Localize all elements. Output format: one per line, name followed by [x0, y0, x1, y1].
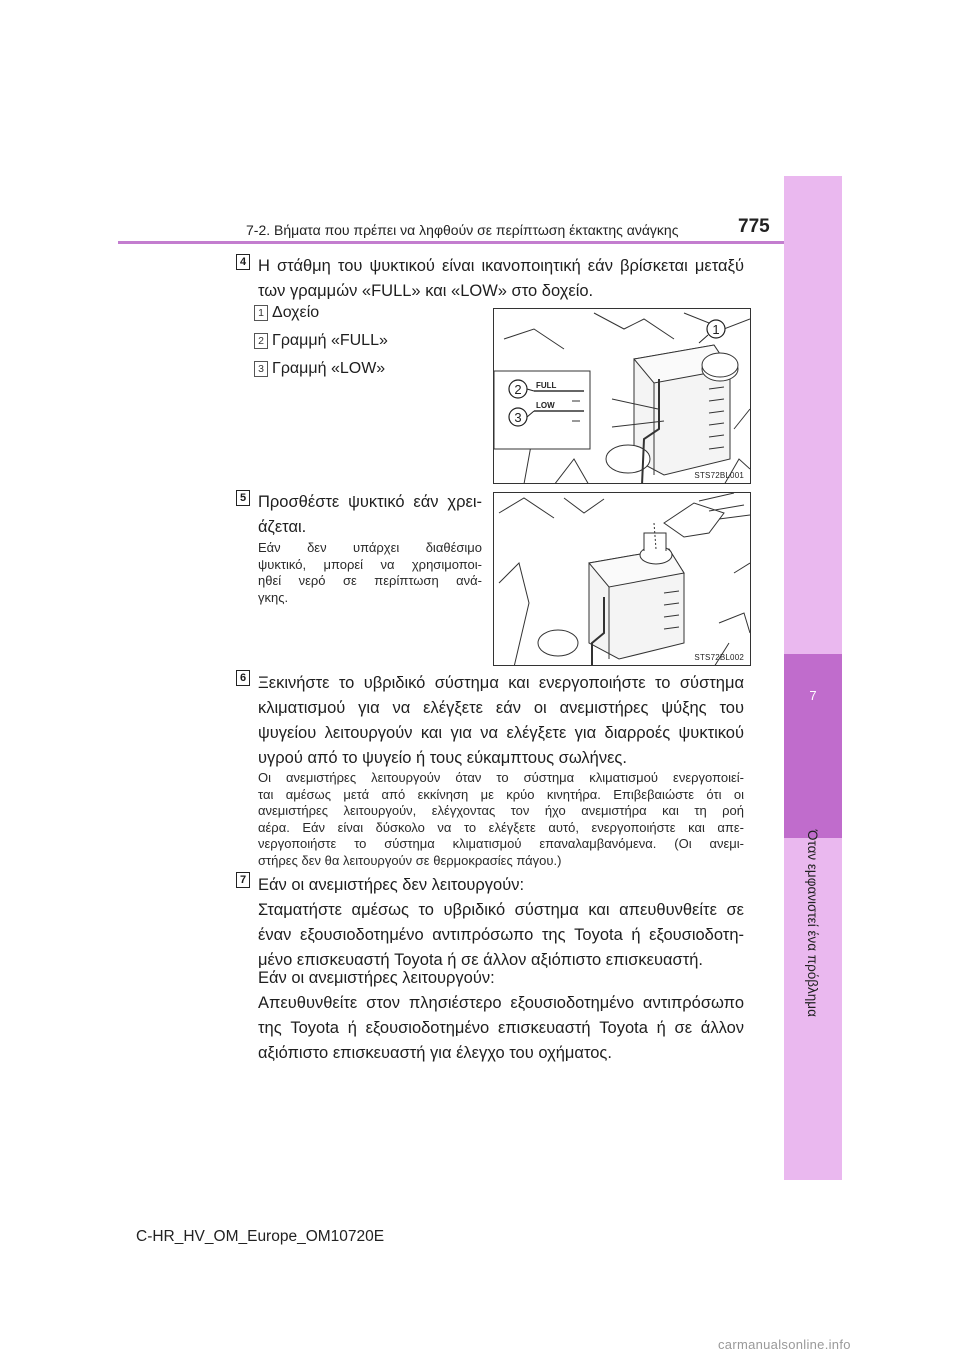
- figure-code-1: STS72BL001: [694, 471, 744, 480]
- step5-note-line-1: Εάν δεν υπάρχει διαθέσιμο: [258, 540, 482, 555]
- step5-text: [258, 490, 482, 540]
- adding-coolant-illustration: [494, 493, 751, 666]
- step7-p2-line-1: Εάν οι ανεμιστήρες λειτουργούν:: [258, 969, 495, 987]
- step5-note-line-3: ηθεί νερό σε περίπτωση ανά-: [258, 573, 482, 588]
- step4-line-1: Η στάθμη του ψυκτικού είναι ικανοποιητική εάν βρίσκεται μεταξύ: [258, 257, 744, 275]
- label-badge-1: 1: [254, 305, 268, 321]
- low-mark: LOW: [536, 401, 555, 410]
- step6-line-3: ψυγείου λειτουργούν και για να ελέγξετε για διαρροές ψυκτικού: [258, 724, 744, 742]
- step7-p1-line-4: μένο επισκευαστή Toyota ή σε άλλον αξιόπιστο επισκευαστή.: [258, 951, 704, 969]
- section-header: 7-2. Βήματα που πρέπει να ληφθούν σε περίπτωση έκτακτης ανάγκης: [246, 222, 679, 238]
- step4-line-2: των γραμμών «FULL» και «LOW» στο δοχείο.: [258, 282, 594, 300]
- step7-p2-line-2: Απευθυνθείτε στον πλησιέστερο εξουσιοδοτημένο αντιπρόσωπο: [258, 994, 744, 1012]
- step6-line-2: κλιματισμού για να ελέγξετε εάν οι ανεμιστήρες ψύξης του: [258, 699, 744, 717]
- step6-note-line-4: αέρα. Εάν είναι δύσκολο να το ελέγξετε αυτό, ενεργοποιήστε και απε-: [258, 819, 744, 835]
- step6-note-line-2: ται αμέσως μετά από εκκίνηση με κρύο κινητήρα. Επιβεβαιώστε ότι οι: [258, 786, 744, 802]
- page-number: 775: [738, 216, 770, 237]
- full-mark: FULL: [536, 381, 557, 390]
- step5-note-line-2: ψυκτικό, μπορεί να χρησιμοποι-: [258, 556, 482, 572]
- coolant-reservoir-figure: [493, 308, 751, 484]
- step7-para-2: [258, 966, 744, 1066]
- header-rule: [118, 241, 784, 244]
- label-low-line: Γραμμή «LOW»: [272, 360, 386, 377]
- callout-1: 1: [712, 322, 720, 337]
- step5-note-line-4: γκης.: [258, 589, 289, 605]
- step6-line-1: Ξεκινήστε το υβριδικό σύστημα και ενεργοποιήστε το σύστημα: [258, 674, 744, 692]
- step-badge-6: 6: [236, 670, 250, 686]
- step6-note-line-1: Οι ανεμιστήρες λειτουργούν όταν το σύστημα κλιματισμού ενεργοποιεί-: [258, 770, 744, 785]
- document-code: C-HR_HV_OM_Europe_OM10720E: [136, 1228, 385, 1245]
- figure-code-2: STS72BL002: [694, 653, 744, 662]
- step5-line-2: άζεται.: [258, 518, 307, 536]
- label-full-line: Γραμμή «FULL»: [272, 332, 388, 349]
- step4-text: [258, 254, 744, 304]
- adding-coolant-figure: [493, 492, 751, 666]
- step6-note-line-6: στήρες δεν θα λειτουργούν σε θερμοκρασίες πάγου.): [258, 852, 562, 868]
- step-badge-5: 5: [236, 490, 250, 506]
- step7-p2-line-4: αξιόπιστο επισκευαστή για έλεγχο του οχήματος.: [258, 1044, 612, 1062]
- step5-note: [258, 540, 482, 606]
- watermark: carmanualsonline.info: [718, 1337, 851, 1352]
- step6-line-4: υγρού από το ψυγείο ή τους εύκαμπτους σωλήνες.: [258, 749, 627, 767]
- callout-2: 2: [514, 382, 522, 397]
- label-container: Δοχείο: [272, 304, 320, 321]
- chapter-title: Όταν εμφανιστεί ένα πρόβλημα: [805, 830, 820, 1017]
- step7-p1-line-2: Σταματήστε αμέσως το υβριδικό σύστημα και απευθυνθείτε σε: [258, 901, 744, 919]
- step7-p2-line-3: της Toyota ή εξουσιοδοτημένο επισκευαστή Toyota ή σε άλλον: [258, 1019, 744, 1037]
- coolant-reservoir-illustration: [494, 309, 751, 484]
- chapter-number: 7: [809, 688, 817, 703]
- step5-line-1: Προσθέστε ψυκτικό εάν χρει-: [258, 493, 482, 511]
- step7-p1-line-3: έναν εξουσιοδοτημένο αντιπρόσωπο της Toyota ή εξουσιοδοτη-: [258, 926, 744, 944]
- level-detail-inset: [494, 371, 590, 449]
- step-badge-4: 4: [236, 254, 250, 270]
- step7-para-1: [258, 873, 744, 973]
- label-badge-3: 3: [254, 361, 268, 377]
- label-badge-2: 2: [254, 333, 268, 349]
- step-badge-7: 7: [236, 872, 250, 888]
- step6-note-line-5: νεργοποιήστε το σύστημα κλιματισμού επαναλαμβανόμενα. (Οι ανεμι-: [258, 836, 744, 851]
- step7-p1-line-1: Εάν οι ανεμιστήρες δεν λειτουργούν:: [258, 876, 525, 894]
- step6-note: [258, 770, 744, 869]
- callout-3: 3: [514, 410, 522, 425]
- step6-text: [258, 671, 744, 771]
- chapter-number-box: [784, 654, 842, 838]
- step6-note-line-3: ανεμιστήρες λειτουργούν, ελέγχοντας τον ήχο ανεμιστήρα και τη ροή: [258, 803, 744, 818]
